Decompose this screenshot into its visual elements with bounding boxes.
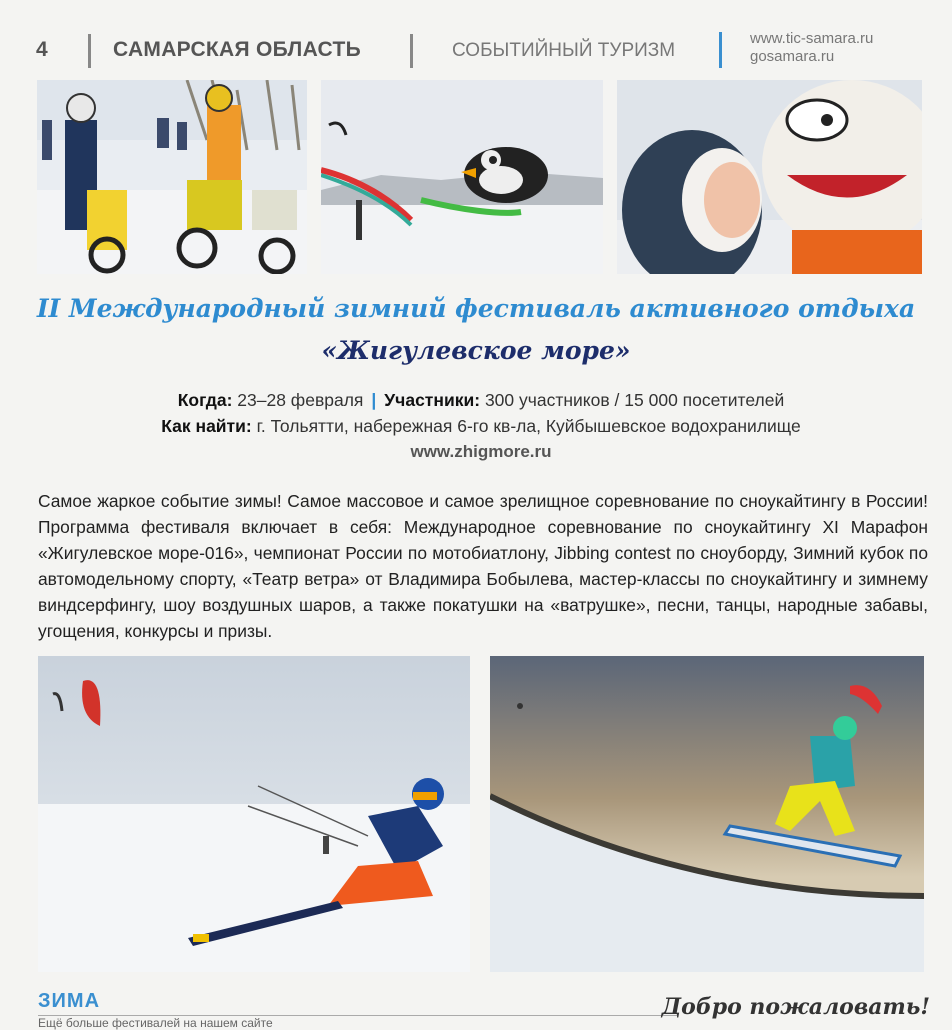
photo-kite-skier <box>38 656 470 972</box>
event-description: Самое жаркое событие зимы! Самое массовое и самое зрелищное соревнование по сноукайтингу в России! Программа фестиваля включает в себя: Международное соревнование по сноукайтингу XI Марафон «Жигулевское море-016», чемпионат России по мотобиатлону, Jibbing contest по сноуборду, Зимний кубок по автомодельному спорту, «Театр ветра» от Владимира Бобылева, мастер-классы по сноукайтингу и зимнему виндсерфингу, шоу воздушных шаров, а также покатушки на «ватрушке», песни, танцы, народные забавы, угощения, конкурсы и призы. <box>38 491 928 641</box>
footer-cut-text: Ещё больше фестивалей на нашем сайте <box>38 1016 273 1030</box>
when-label: Когда: <box>177 390 233 410</box>
page-header <box>0 0 952 80</box>
photo-snowboarder <box>490 656 924 972</box>
event-website[interactable]: www.zhigmore.ru <box>410 442 552 461</box>
photo-motorcycles <box>37 80 307 274</box>
info-separator: | <box>371 390 377 410</box>
footer-season: ЗИМА <box>38 990 101 1012</box>
section-title: СОБЫТИЙНЫЙ ТУРИЗМ <box>452 40 676 61</box>
participants-label: Участники: <box>384 390 481 410</box>
region-title: САМАРСКАЯ ОБЛАСТЬ <box>113 38 361 61</box>
header-divider <box>410 34 413 68</box>
when-value: 23–28 февраля <box>237 390 364 410</box>
header-accent-bar <box>719 32 722 68</box>
header-websites <box>750 30 873 66</box>
footer-welcome: Добро пожаловать! <box>661 994 930 1020</box>
photo-kites <box>321 80 603 274</box>
event-info-line <box>0 390 952 411</box>
participants-value: 300 участников / 15 000 посетителей <box>484 390 785 410</box>
event-subtitle: «Жигулевское море» <box>321 336 631 365</box>
event-location-line <box>0 416 952 437</box>
website-link[interactable]: gosamara.ru <box>750 48 835 65</box>
website-link[interactable]: www.tic-samara.ru <box>750 30 874 47</box>
event-title: II Международный зимний фестиваль активного отдыха <box>36 294 916 323</box>
where-value: г. Тольятти, набережная 6-го кв-ла, Куйбышевское водохранилище <box>256 416 801 436</box>
page-number: 4 <box>36 38 48 61</box>
photo-mascot <box>617 80 922 274</box>
header-divider <box>88 34 91 68</box>
where-label: Как найти: <box>161 416 252 436</box>
